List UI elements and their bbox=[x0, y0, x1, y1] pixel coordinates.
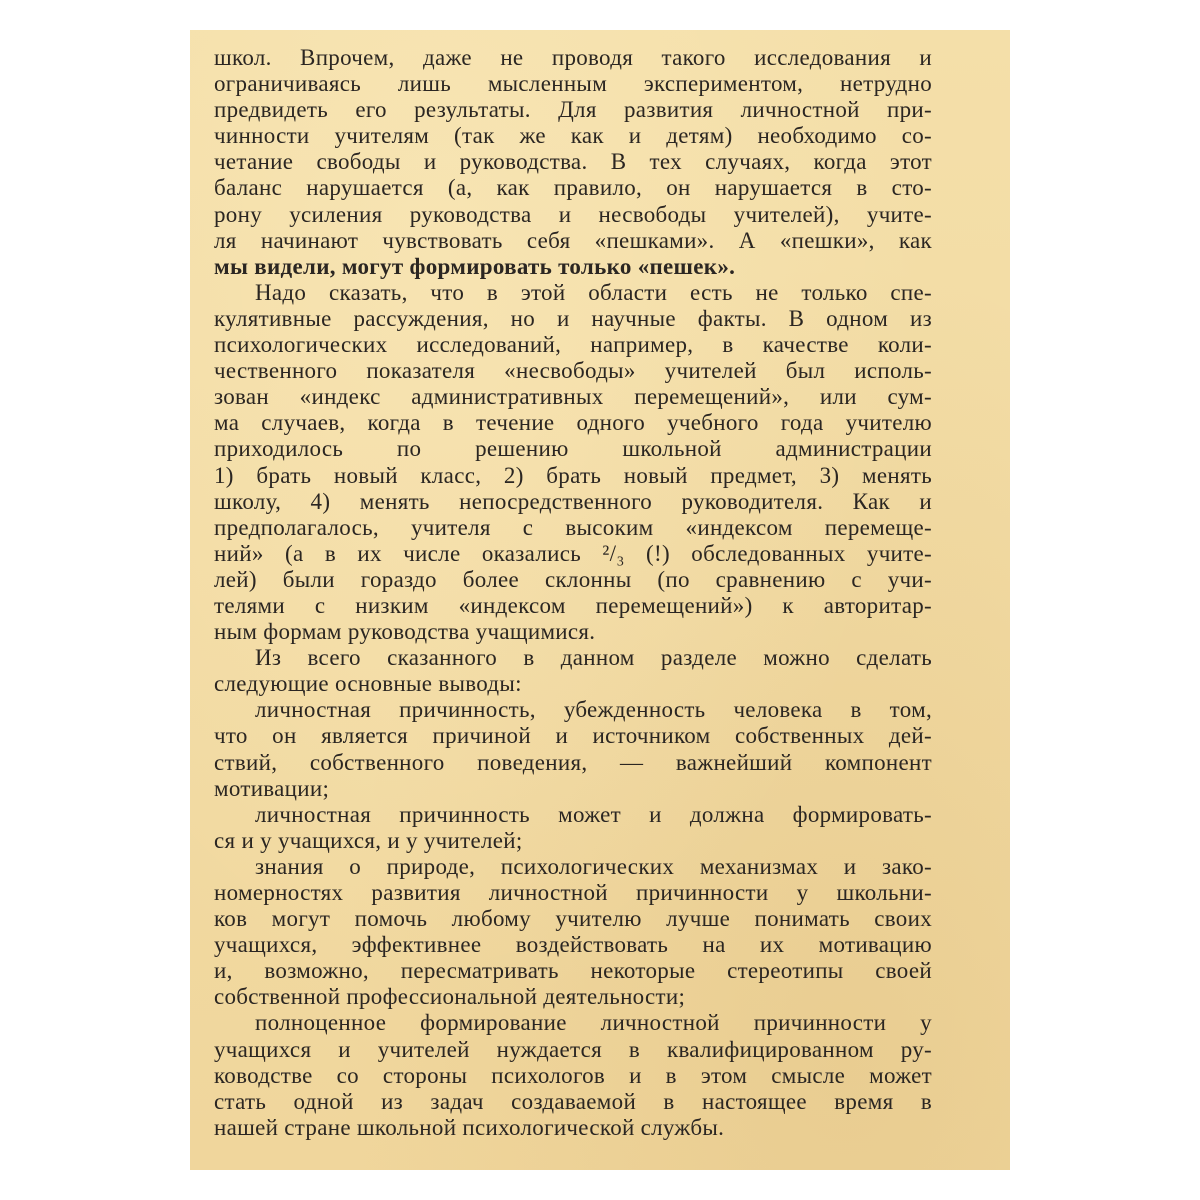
text-line: предвидеть его результаты. Для развития личностной при- bbox=[214, 97, 932, 123]
text-line: ний» (а в их числе оказались ²/₃ (!) обследованных учите- bbox=[214, 540, 932, 566]
text-line: личностная причинность может и должна формировать- bbox=[255, 801, 932, 827]
text-line: зован «индекс административных перемещений», или сум- bbox=[214, 384, 932, 410]
text-line: номерностях развития личностной причинности у школьни- bbox=[214, 880, 932, 905]
text-line: ков могут помочь любому учителю лучше понимать своих bbox=[214, 906, 932, 932]
text-line: кулятивные рассуждения, но и научные факты. В одном из bbox=[214, 305, 932, 331]
text-line: ствий, собственного поведения, — важнейший компонент bbox=[214, 749, 932, 775]
text-line: следующие основные выводы: bbox=[214, 671, 522, 697]
text-line: мы видели, могут формировать только «пешек». bbox=[214, 253, 736, 279]
text-line: ся и у учащихся, и у учителей; bbox=[214, 827, 523, 853]
text-line: и, возможно, пересматривать некоторые стереотипы своей bbox=[214, 958, 932, 984]
text-line: четание свободы и руководства. В тех случаях, когда этот bbox=[214, 149, 932, 175]
text-line: школ. Впрочем, даже не проводя такого исследования и bbox=[214, 45, 932, 70]
text-line: телями с низким «индексом перемещений») к авторитар- bbox=[214, 592, 932, 618]
text-line: школу, 4) менять непосредственного руководителя. Как и bbox=[214, 488, 932, 514]
text-line: ководстве со стороны психологов и в этом смысле может bbox=[214, 1062, 932, 1088]
text-line: лей) были гораздо более склонны (по сравнению с учи- bbox=[214, 566, 932, 592]
text-line: учащихся, эффективнее воздействовать на их мотивацию bbox=[214, 932, 932, 958]
text-line: психологических исследований, например, в качестве коли- bbox=[214, 332, 932, 358]
text-line: рону усиления руководства и несвободы учителей), учите- bbox=[214, 201, 932, 227]
text-line: ным формам руководства учащимися. bbox=[214, 619, 596, 645]
text-line: личностная причинность, убежденность человека в том, bbox=[255, 697, 932, 723]
text-line: знания о природе, психологических механизмах и зако- bbox=[255, 853, 932, 879]
text-line: ма случаев, когда в течение одного учебного года учителю bbox=[214, 410, 932, 436]
text-line: мотивации; bbox=[214, 775, 330, 801]
text-line: собственной профессиональной деятельности; bbox=[214, 984, 686, 1010]
text-line: что он является причиной и источником собственных дей- bbox=[214, 723, 932, 749]
book-page bbox=[190, 30, 1010, 1170]
text-line: баланс нарушается (а, как правило, он нарушается в сто- bbox=[214, 175, 932, 201]
text-line: Из всего сказанного в данном разделе можно сделать bbox=[255, 645, 932, 671]
text-line: полноценное формирование личностной причинности у bbox=[255, 1010, 932, 1036]
page-text bbox=[214, 45, 932, 1141]
text-line: 1) брать новый класс, 2) брать новый предмет, 3) менять bbox=[214, 462, 932, 488]
text-line: ограничиваясь лишь мысленным экспериментом, нетрудно bbox=[214, 71, 932, 97]
text-line: предполагалось, учителя с высоким «индексом перемеще- bbox=[214, 514, 932, 540]
text-line: ля начинают чувствовать себя «пешками». А «пешки», как bbox=[214, 227, 932, 253]
text-line: Надо сказать, что в этой области есть не только спе- bbox=[255, 279, 932, 305]
text-line: стать одной из задач создаваемой в настоящее время в bbox=[214, 1088, 932, 1114]
text-line: приходилось по решению школьной администрации bbox=[214, 436, 932, 462]
text-line: чинности учителям (так же как и детям) необходимо со- bbox=[214, 123, 932, 149]
text-line: чественного показателя «несвободы» учителей был исполь- bbox=[214, 358, 932, 384]
text-line: учащихся и учителей нуждается в квалифицированном ру- bbox=[214, 1036, 932, 1062]
text-line: нашей стране школьной психологической службы. bbox=[214, 1114, 725, 1140]
